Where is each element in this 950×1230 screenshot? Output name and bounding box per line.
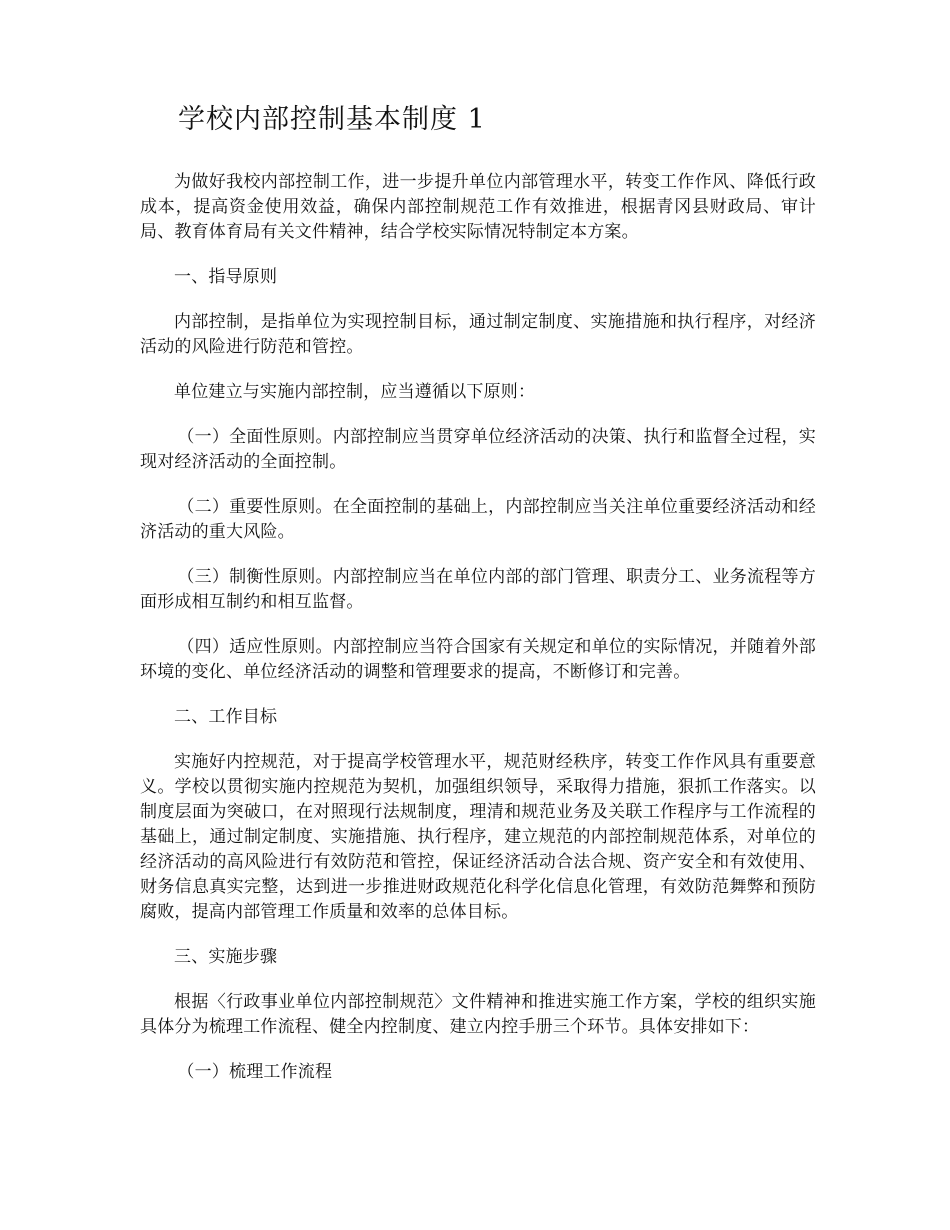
paragraph-principle-4: （四）适应性原则。内部控制应当符合国家有关规定和单位的实际情况，并随着外部环境的变化、单位经济活动的调整和管理要求的提高，不断修订和完善。	[140, 637, 816, 682]
document-title: 学校内部控制基本制度 1	[178, 104, 486, 135]
paragraph-work-goals: 实施好内控规范，对于提高学校管理水平，规范财经秩序，转变工作作风具有重要意义。学校以贯彻实施内控规范为契机，加强组织领导，采取得力措施，狠抓工作落实。以制度层面为突破口，在对照现行法规制度，理清和规范业务及关联工作程序与工作流程的基础上，通过制定制度、实施措施、执行程序，建立规范的内部控制规范体系，对单位的经济活动的高风险进行有效防范和管控，保证经济活动合法合规、资产安全和有效使用、财务信息真实完整，达到进一步推进财政规范化科学化信息化管理，有效防范舞弊和预防腐败，提高内部管理工作质量和效率的总体目标。	[140, 752, 816, 922]
section-heading-implementation-steps: 三、实施步骤	[174, 947, 278, 967]
document-body	[140, 170, 816, 1105]
section-heading-work-goals: 二、工作目标	[174, 707, 278, 727]
section-heading-guiding-principles: 一、指导原则	[174, 267, 278, 287]
paragraph-principle-3: （三）制衡性原则。内部控制应当在单位内部的部门管理、职责分工、业务流程等方面形成相互制约和相互监督。	[140, 567, 816, 612]
subsection-heading-workflow: （一）梳理工作流程	[177, 1062, 333, 1082]
paragraph-principle-1: （一）全面性原则。内部控制应当贯穿单位经济活动的决策、执行和监督全过程，实现对经济活动的全面控制。	[140, 427, 816, 472]
paragraph-implementation: 根据〈行政事业单位内部控制规范〉文件精神和推进实施工作方案，学校的组织实施具体分为梳理工作流程、健全内控制度、建立内控手册三个环节。具体安排如下：	[140, 992, 816, 1037]
paragraph-principles-lead: 单位建立与实施内部控制，应当遵循以下原则：	[174, 382, 536, 402]
paragraph-intro: 为做好我校内部控制工作，进一步提升单位内部管理水平，转变工作作风、降低行政成本，提高资金使用效益，确保内部控制规范工作有效推进，根据青冈县财政局、审计局、教育体育局有关文件精神，结合学校实际情况特制定本方案。	[140, 172, 816, 242]
paragraph-definition: 内部控制，是指单位为实现控制目标，通过制定制度、实施措施和执行程序，对经济活动的风险进行防范和管控。	[140, 312, 816, 357]
paragraph-principle-2: （二）重要性原则。在全面控制的基础上，内部控制应当关注单位重要经济活动和经济活动的重大风险。	[140, 497, 816, 542]
